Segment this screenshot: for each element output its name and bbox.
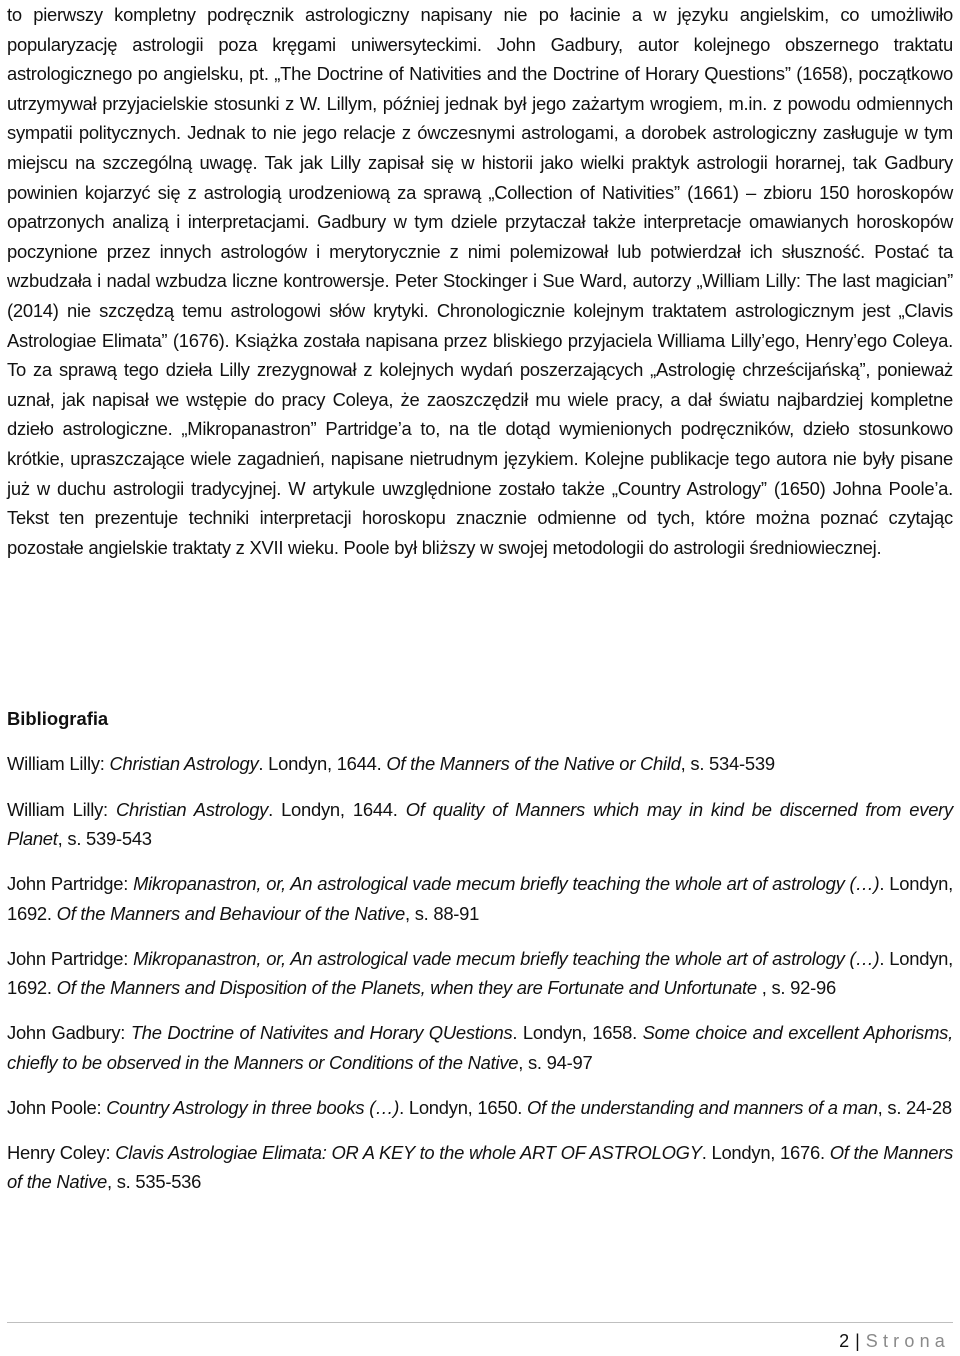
bib-work-title: Mikropanastron, or, An astrological vade mecum briefly teaching the whole art of astrology (…) — [133, 947, 880, 969]
bibliography-entry — [7, 869, 953, 928]
bib-author: Henry Coley: — [7, 1141, 116, 1163]
bib-publication: . Londyn, 1644. — [268, 798, 406, 820]
bib-work-title: Clavis Astrologiae Elimata: OR A KEY to the whole ART OF ASTROLOGY — [115, 1141, 702, 1163]
bib-author: John Poole: — [7, 1096, 107, 1118]
bib-chapter-title: Of the understanding and manners of a man — [527, 1096, 878, 1118]
body-sentence: Książka została napisana przez bliskiego przyjaciela Williama Lilly’ego, Henry’ego Coleya. — [235, 329, 953, 351]
footer-page-label: Strona — [865, 1331, 950, 1351]
bibliography-entry — [7, 795, 953, 854]
footer-divider — [7, 1322, 953, 1323]
body-sentence: W artykule uwzględnione zostało także „Country Astrology” (1650) Johna Poole’a. — [288, 477, 953, 499]
bib-publication: . Londyn, 1644. — [258, 753, 387, 774]
bib-author: John Partridge: — [7, 947, 134, 969]
bib-pages: , s. 92-96 — [756, 977, 836, 998]
bibliography-heading: Bibliografia — [7, 708, 109, 729]
bib-pages: , s. 535-536 — [107, 1171, 202, 1192]
bibliography-entry — [7, 1138, 953, 1197]
bib-author: William Lilly: — [7, 798, 116, 820]
bib-work-title: Christian Astrology — [115, 798, 269, 820]
bib-chapter-title: Of the Manners of the Native or Child — [386, 753, 681, 774]
bib-chapter-title: Of the Manners and Disposition of the Planets, when they are Fortunate and Unfortunate — [56, 977, 757, 998]
body-sentence: Jednak to nie jego relacje z ówczesnymi astrologami, a dorobek astrologiczny zasługuje w tym miejscu na szczególną uwagę. — [7, 122, 953, 173]
bib-publication: . Londyn, 1658. — [512, 1022, 643, 1043]
bib-author: William Lilly: — [7, 753, 110, 774]
page-number: 2 — [839, 1331, 850, 1351]
bib-publication: . Londyn, 1650. — [399, 1096, 528, 1118]
bib-pages: , s. 94-97 — [518, 1051, 593, 1073]
bib-pages: , s. 24-28 — [877, 1096, 952, 1118]
body-sentence: Chronologicznie kolejnym traktatem astrologicznym jest „Clavis Astrologiae Elimata” (1676). — [7, 299, 953, 351]
bib-chapter-title: Of quality of Manners which may in kind be discerned from every Planet — [7, 798, 953, 849]
bib-chapter-title: Of the Manners of the Native — [7, 1141, 954, 1192]
bibliography-entry — [7, 749, 953, 779]
body-sentence: Gadbury w tym dziele przytaczał także interpretacje omawianych horoskopów poczynione przez innych astrologów i merytorycznie z nimi polemizował lub potwierdzał ich słuszność. — [7, 211, 953, 262]
bibliography-entry — [7, 944, 953, 1003]
bibliography-entry — [7, 1093, 953, 1123]
body-sentence: To za sprawą tego dzieła Lilly zrezygnował z kolejnych wydań poszerzających „Astrologię chrześcijańską”, ponieważ uznał, jak napisał we wstępie do pracy Coleya, że zaoszczędził mu wiele pracy, a dał światu najbardziej kompletne dzieło astrologiczne. — [7, 359, 953, 440]
body-sentence: Postać ta wzbudzała i nadal wzbudza liczne kontrowersje. — [7, 240, 953, 292]
bib-chapter-title: Of the Manners and Behaviour of the Native — [56, 902, 405, 924]
page-footer — [839, 1328, 950, 1354]
body-sentence: to pierwszy kompletny podręcznik astrologiczny napisany nie po łacinie a w języku angielskim, co umożliwiło popularyzację astrologii poza kręgami uniwersyteckimi. John Gadbury, autor kolejnego obszernego traktatu astrologicznego po angielsku, pt. „The Doctrine of Nativities and the Doctrine of Horary Questions” (1658), początkowo utrzymywał przyjacielskie stosunki z W. Lillym, później jednak był jego zażartym wrogiem, m.in. z powodu odmiennych sympatii politycznych. — [7, 4, 953, 144]
bib-work-title: Christian Astrology — [109, 753, 259, 774]
body-sentence: Poole był bliższy w swojej metodologii do astrologii średniowiecznej. — [343, 536, 882, 558]
bib-chapter-title: Some choice and excellent Aphorisms, chiefly to be observed in the Manners or Conditions of the Native — [7, 1022, 953, 1073]
bib-work-title: Country Astrology in three books (…) — [106, 1096, 400, 1118]
bib-publication: . Londyn, 1692. — [7, 873, 953, 924]
document-page — [7, 0, 953, 562]
bib-publication: . Londyn, 1676. — [701, 1141, 830, 1163]
body-sentence: „Mikropanastron” Partridge’a to, na tle dotąd wymienionych podręczników, dzieło stosunkowo krótkie, upraszczające wiele zagadnień, napisane nietrudnym językiem. — [7, 418, 953, 469]
body-paragraph — [7, 0, 953, 562]
bib-pages: , s. 88-91 — [404, 902, 480, 924]
bib-work-title: Mikropanastron, or, An astrological vade mecum briefly teaching the whole art of astrology (…) — [133, 873, 880, 894]
bib-author: John Partridge: — [7, 873, 134, 894]
bib-work-title: The Doctrine of Nativites and Horary QUestions — [130, 1022, 513, 1043]
bib-pages: , s. 534-539 — [680, 753, 775, 774]
bibliography-list — [7, 749, 953, 1212]
footer-separator: | — [855, 1331, 860, 1351]
body-sentence: Peter Stockinger i Sue Ward, autorzy „William Lilly: The last magician” (2014) nie szczędzą temu astrologowi słów krytyki. — [7, 270, 953, 321]
bib-publication: . Londyn, 1692. — [7, 947, 953, 998]
bibliography-entry — [7, 1018, 953, 1077]
body-sentence: Tak jak Lilly zapisał się w historii jako wielki praktyk astrologii horarnej, tak Gadbury powinien kojarzyć się z astrologią urodzeniową za sprawą „Collection of Nativities” (1661) – zbioru 150 horoskopów opatrzonych analizą i interpretacjami. — [7, 151, 953, 233]
bib-pages: , s. 539-543 — [57, 828, 152, 849]
bib-author: John Gadbury: — [7, 1022, 131, 1043]
body-sentence: Tekst ten prezentuje techniki interpretacji horoskopu znacznie odmienne od tych, które można poznać czytając pozostałe angielskie traktaty z XVII wieku. — [7, 507, 953, 558]
body-sentence: Kolejne publikacje tego autora nie były pisane już w duchu astrologii tradycyjnej. — [7, 447, 953, 499]
